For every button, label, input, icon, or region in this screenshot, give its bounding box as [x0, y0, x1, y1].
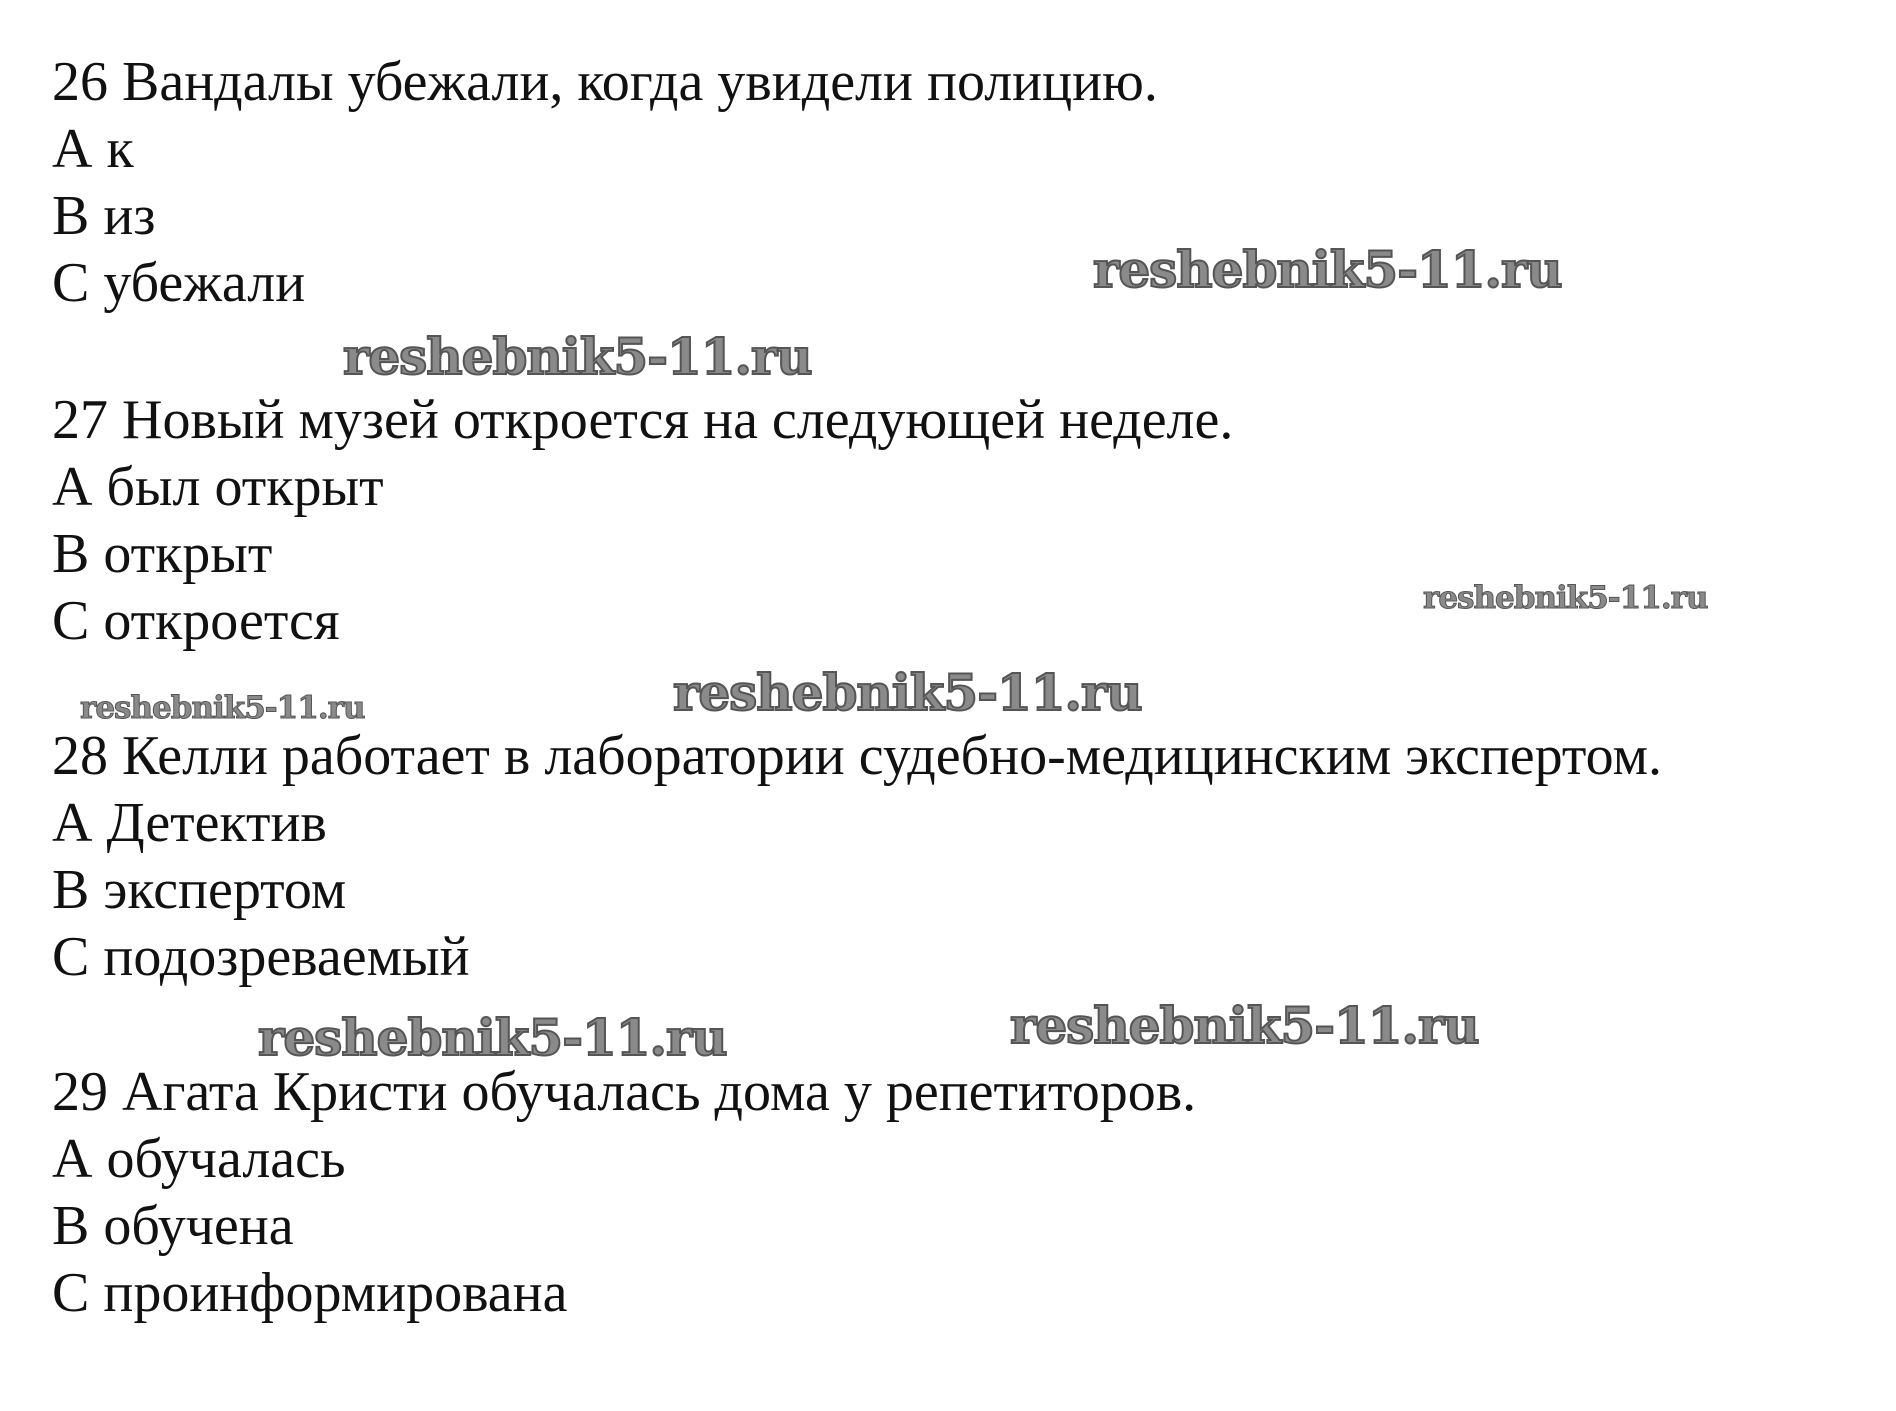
question-28-option-a: А Детектив [52, 792, 327, 854]
question-28-option-c: С подозреваемый [52, 926, 470, 988]
question-26-option-c: С убежали [52, 252, 306, 314]
watermark: reshebnik5-11.ru [1423, 580, 1708, 616]
question-29-option-a: А обучалась [52, 1128, 346, 1190]
watermark: reshebnik5-11.ru [1010, 996, 1479, 1055]
watermark: reshebnik5-11.ru [258, 1008, 727, 1067]
question-26-option-a: А к [52, 118, 134, 180]
question-29-option-b: В обучена [52, 1195, 294, 1257]
question-27-option-c: С откроется [52, 590, 340, 652]
watermark: reshebnik5-11.ru [80, 690, 365, 726]
question-27-option-b: В открыт [52, 523, 273, 585]
question-29-text: 29 Агата Кристи обучалась дома у репетиторов. [52, 1061, 1197, 1123]
watermark: reshebnik5-11.ru [1093, 240, 1562, 299]
question-26-option-b: В из [52, 185, 156, 247]
question-28-text: 28 Келли работает в лаборатории судебно-медицинским экспертом. [52, 725, 1663, 787]
question-26-text: 26 Вандалы убежали, когда увидели полицию. [52, 51, 1158, 113]
question-27-text: 27 Новый музей откроется на следующей неделе. [52, 389, 1234, 451]
question-28-option-b: В экспертом [52, 859, 347, 921]
question-29-option-c: С проинформирована [52, 1262, 568, 1324]
watermark: reshebnik5-11.ru [343, 327, 812, 386]
question-27-option-a: А был открыт [52, 456, 384, 518]
watermark: reshebnik5-11.ru [673, 663, 1142, 722]
